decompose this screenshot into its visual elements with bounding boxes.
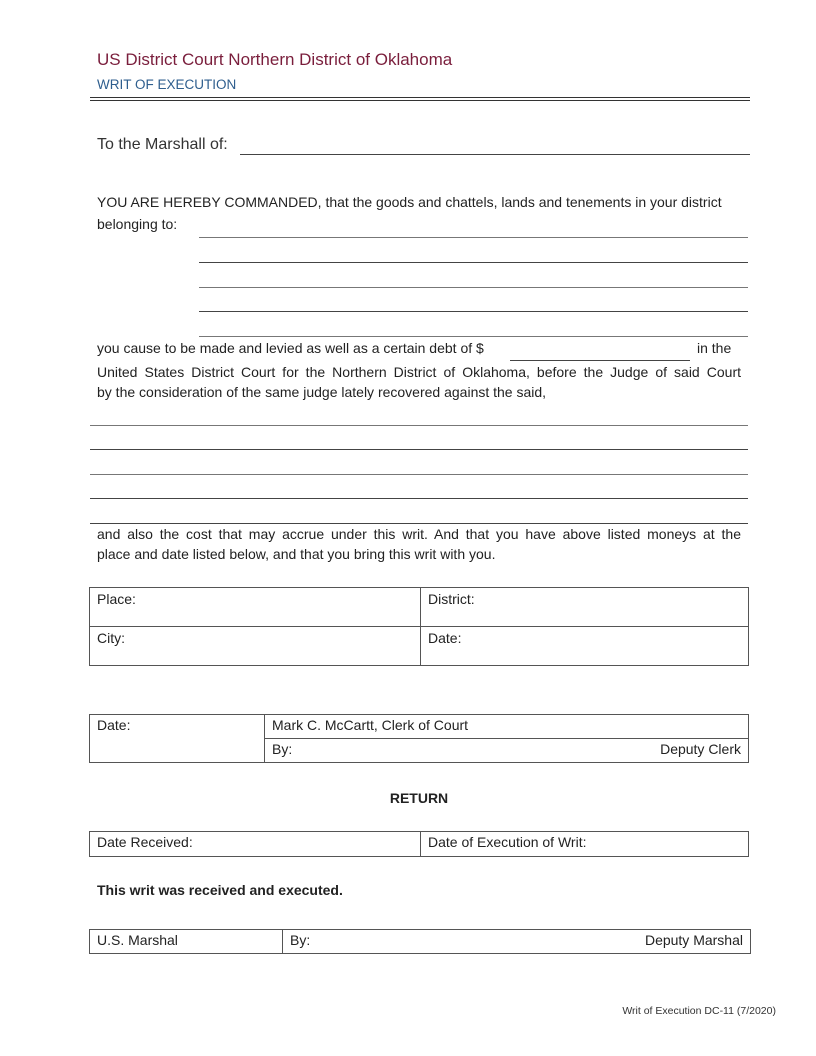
location-table	[89, 587, 749, 666]
date-execution-cell[interactable]	[421, 832, 749, 857]
debt-line-2: United States District Court for the Northern District of Oklahoma, before the Judge of said Court	[97, 364, 741, 380]
clerk-table	[89, 714, 749, 763]
command-line-1: YOU ARE HEREBY COMMANDED, that the goods and chattels, lands and tenements in your district	[97, 194, 722, 210]
city-label: City:	[97, 630, 125, 646]
place-label: Place:	[97, 591, 136, 607]
belonging-to-field-2[interactable]	[199, 262, 748, 263]
deputy-clerk-label: Deputy Clerk	[660, 741, 741, 757]
return-heading: RETURN	[389, 790, 449, 806]
clerk-name: Mark C. McCartt, Clerk of Court	[272, 717, 469, 733]
debt-line-3: by the consideration of the same judge lately recovered against the said,	[97, 384, 547, 400]
belonging-to-field-4[interactable]	[199, 311, 748, 312]
header-divider	[90, 97, 750, 98]
date-cell[interactable]	[421, 627, 749, 666]
issue-date-label: Date:	[97, 717, 131, 733]
court-name: US District Court Northern District of Oklahoma	[97, 50, 453, 69]
against-field-1[interactable]	[90, 425, 748, 426]
cost-line-1: and also the cost that may accrue under this writ. And that you have above listed moneys at the	[97, 526, 741, 542]
form-id: Writ of Execution DC-11 (7/2020)	[622, 1005, 776, 1017]
belonging-to-field-5[interactable]	[199, 336, 748, 337]
against-field-4[interactable]	[90, 498, 748, 499]
date-label: Date:	[428, 630, 462, 646]
against-field-2[interactable]	[90, 449, 748, 450]
belonging-to-field-3[interactable]	[199, 287, 748, 288]
against-field-3[interactable]	[90, 474, 748, 475]
date-received-label: Date Received:	[97, 834, 193, 850]
deputy-clerk-cell[interactable]	[265, 739, 749, 763]
city-cell[interactable]	[90, 627, 421, 666]
date-execution-label: Date of Execution of Writ:	[428, 834, 587, 850]
clerk-by-label: By:	[272, 741, 293, 757]
debt-prefix: you cause to be made and levied as well as a certain debt of $	[97, 340, 484, 356]
header-divider-double	[90, 100, 750, 101]
return-statement: This writ was received and executed.	[97, 882, 343, 898]
cost-line-2: place and date listed below, and that you bring this writ with you.	[97, 546, 496, 562]
us-marshal-label: U.S. Marshal	[97, 932, 178, 948]
clerk-name-cell	[265, 715, 749, 739]
deputy-marshal-label: Deputy Marshal	[644, 932, 743, 948]
belonging-to-field-1[interactable]	[199, 237, 748, 238]
marshal-label: To the Marshall of:	[97, 136, 228, 153]
command-line-2: belonging to:	[97, 216, 178, 232]
date-received-cell[interactable]	[90, 832, 421, 857]
place-cell[interactable]	[90, 588, 421, 627]
debt-amount-field[interactable]	[510, 360, 690, 361]
district-label: District:	[428, 591, 475, 607]
us-marshal-cell[interactable]	[90, 930, 283, 954]
marshal-field[interactable]	[240, 154, 750, 155]
marshal-signature-table	[89, 929, 751, 954]
issue-date-cell[interactable]	[90, 715, 265, 763]
marshal-by-label: By:	[290, 932, 311, 948]
deputy-marshal-cell[interactable]	[283, 930, 751, 954]
return-dates-table	[89, 831, 749, 857]
form-title: WRIT OF EXECUTION	[97, 77, 237, 92]
district-cell[interactable]	[421, 588, 749, 627]
debt-suffix: in the	[697, 340, 732, 356]
